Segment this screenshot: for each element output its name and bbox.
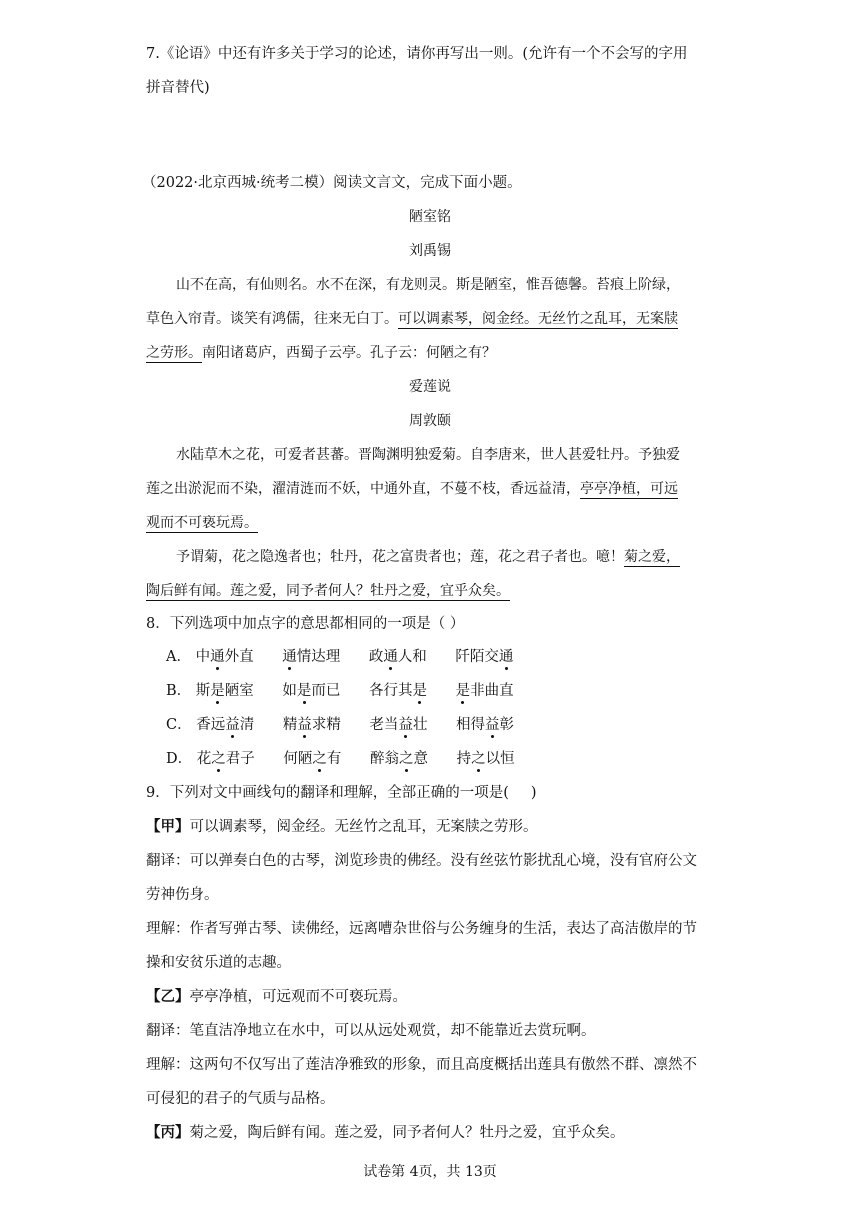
option-phrase: 醉翁之意 (369, 751, 428, 767)
item-yi-label: 【乙】 (146, 988, 190, 1005)
dotted-char: 之 (211, 751, 226, 767)
question-8-stem: 8．下列选项中加点字的意思都相同的一项是（ ） (146, 616, 465, 632)
dotted-char: 益 (297, 717, 312, 733)
item-bing-label: 【丙】 (146, 1124, 190, 1141)
dotted-char: 益 (225, 717, 240, 733)
option-b[interactable] (166, 681, 514, 701)
underlined-sentence-bing: 菊之爱， (624, 549, 680, 565)
option-phrase: 老当益壮 (369, 717, 428, 733)
item-yi-understanding-1: 理解：这两句不仅写出了莲洁净雅致的形象，而且高度概括出莲具有傲然不群、凛然不 (146, 1057, 697, 1073)
question-7-line-2: 拼音替代) (146, 80, 210, 96)
item-bing (146, 1123, 625, 1143)
option-phrase: 花之君子 (196, 751, 255, 767)
option-a[interactable] (166, 647, 513, 667)
poem-2-line-3 (146, 513, 258, 533)
poem-2-line-4-plain: 予谓菊，花之隐逸者也；牡丹，花之富贵者也；莲，花之君子者也。噫！ (176, 549, 624, 565)
option-c[interactable] (166, 715, 514, 735)
poem-1-line-1: 山不在高，有仙则名。水不在深，有龙则灵。斯是陋室，惟吾德馨。苔痕上阶绿， (176, 277, 680, 293)
option-phrase: 相得益彰 (456, 717, 515, 733)
option-phrase: 何陋之有 (283, 751, 342, 767)
dotted-char: 之 (312, 751, 327, 767)
dotted-char: 通 (498, 649, 514, 665)
dotted-char: 益 (398, 717, 413, 733)
item-yi-translation: 翻译：笔直洁净地立在水中，可以从远处观赏，却不能靠近去赏玩啊。 (146, 1023, 596, 1039)
poem-2-author: 周敦颐 (409, 413, 451, 429)
dotted-char: 通 (282, 649, 297, 665)
item-jia (146, 817, 538, 837)
dotted-char: 通 (210, 649, 225, 665)
poem-2-title: 爱莲说 (409, 379, 451, 395)
poem-1-line-3 (146, 343, 496, 363)
option-label: A． (166, 649, 191, 665)
item-jia-label: 【甲】 (146, 818, 190, 835)
question-9-stem-close: ) (530, 785, 537, 801)
option-phrase: 斯是陋室 (195, 683, 254, 699)
option-phrase: 政通人和 (368, 649, 427, 665)
dotted-char: 是 (412, 683, 427, 699)
poem-2-line-5 (146, 581, 510, 601)
item-bing-text: 菊之爱，陶后鲜有闻。莲之爱，同予者何人？牡丹之爱，宜乎众矣。 (189, 1125, 625, 1141)
option-label: D． (166, 751, 193, 767)
poem-1-line-2 (146, 309, 678, 329)
option-phrase: 阡陌交通 (455, 649, 514, 665)
item-yi-text: 亭亭净植，可远观而不可亵玩焉。 (189, 989, 407, 1005)
item-jia-translation-1: 翻译：可以弹奏白色的古琴，浏览珍贵的佛经。没有丝弦竹影扰乱心境，没有官府公文 (146, 853, 697, 869)
question-9-stem-text: 9．下列对文中画线句的翻译和理解，全部正确的一项是( (146, 785, 509, 801)
dotted-char: 益 (485, 717, 500, 733)
dotted-char: 是 (455, 683, 471, 699)
option-phrase: 如是而已 (282, 683, 341, 699)
option-phrase: 通情达理 (282, 649, 341, 665)
poem-2-line-1: 水陆草木之花，可爱者甚蕃。晋陶渊明独爱菊。自李唐来，世人甚爱牡丹。予独爱 (176, 447, 680, 463)
dotted-char: 通 (383, 649, 398, 665)
dotted-char: 是 (296, 683, 312, 699)
underlined-sentence-yi-end: 观而不可亵玩焉。 (146, 515, 258, 531)
reading-intro: （2022·北京西城·统考二模）阅读文言文，完成下面小题。 (142, 175, 522, 191)
poem-2-line-4 (176, 547, 680, 567)
item-yi-understanding-2: 可侵犯的君子的气质与品格。 (146, 1091, 335, 1107)
dotted-char: 之 (471, 751, 486, 767)
underlined-sentence-jia: 可以调素琴，阅金经。无丝竹之乱耳，无案牍 (398, 311, 678, 327)
option-d[interactable] (166, 749, 515, 769)
item-jia-text: 可以调素琴，阅金经。无丝竹之乱耳，无案牍之劳形。 (189, 819, 538, 835)
poem-2-line-2-plain: 莲之出淤泥而不染，濯清涟而不妖，中通外直，不蔓不枝，香远益清， (146, 481, 580, 497)
item-jia-understanding-1: 理解：作者写弹古琴、读佛经，远离嘈杂世俗与公务缠身的生活，表达了高洁傲岸的节 (146, 921, 697, 937)
underlined-sentence-bing-end: 陶后鲜有闻。莲之爱，同予者何人？牡丹之爱，宜乎众矣。 (146, 583, 510, 599)
option-label: B． (166, 683, 192, 699)
poem-2-line-2 (146, 479, 678, 499)
item-jia-translation-2: 劳神伤身。 (146, 887, 219, 903)
dotted-char: 是 (210, 683, 225, 699)
option-phrase: 中通外直 (195, 649, 254, 665)
poem-1-author: 刘禹锡 (409, 243, 451, 259)
poem-1-line-2-plain: 草色入帘青。谈笑有鸿儒，往来无白丁。 (146, 311, 398, 327)
option-label: C． (166, 717, 192, 733)
question-7-line-1: 7.《论语》中还有许多关于学习的论述，请你再写出一则。(允许有一个不会写的字用 (146, 46, 688, 62)
item-jia-understanding-2: 操和安贫乐道的志趣。 (146, 955, 291, 971)
poem-1-line-3-plain: 南阳诸葛庐，西蜀子云亭。孔子云：何陋之有？ (202, 345, 496, 361)
dotted-char: 之 (398, 751, 414, 767)
option-phrase: 各行其是 (368, 683, 427, 699)
page-footer: 试卷第 4页，共 13页 (363, 1164, 497, 1180)
option-phrase: 是非曲直 (455, 683, 514, 699)
option-phrase: 持之以恒 (456, 751, 515, 767)
underlined-sentence-yi: 亭亭净植，可远 (580, 481, 678, 497)
poem-1-title: 陋室铭 (409, 209, 451, 225)
option-phrase: 精益求精 (282, 717, 341, 733)
option-phrase: 香远益清 (196, 717, 255, 733)
underlined-sentence-jia-end: 之劳形。 (146, 345, 202, 361)
question-9-stem (146, 783, 537, 803)
item-yi (146, 987, 407, 1007)
